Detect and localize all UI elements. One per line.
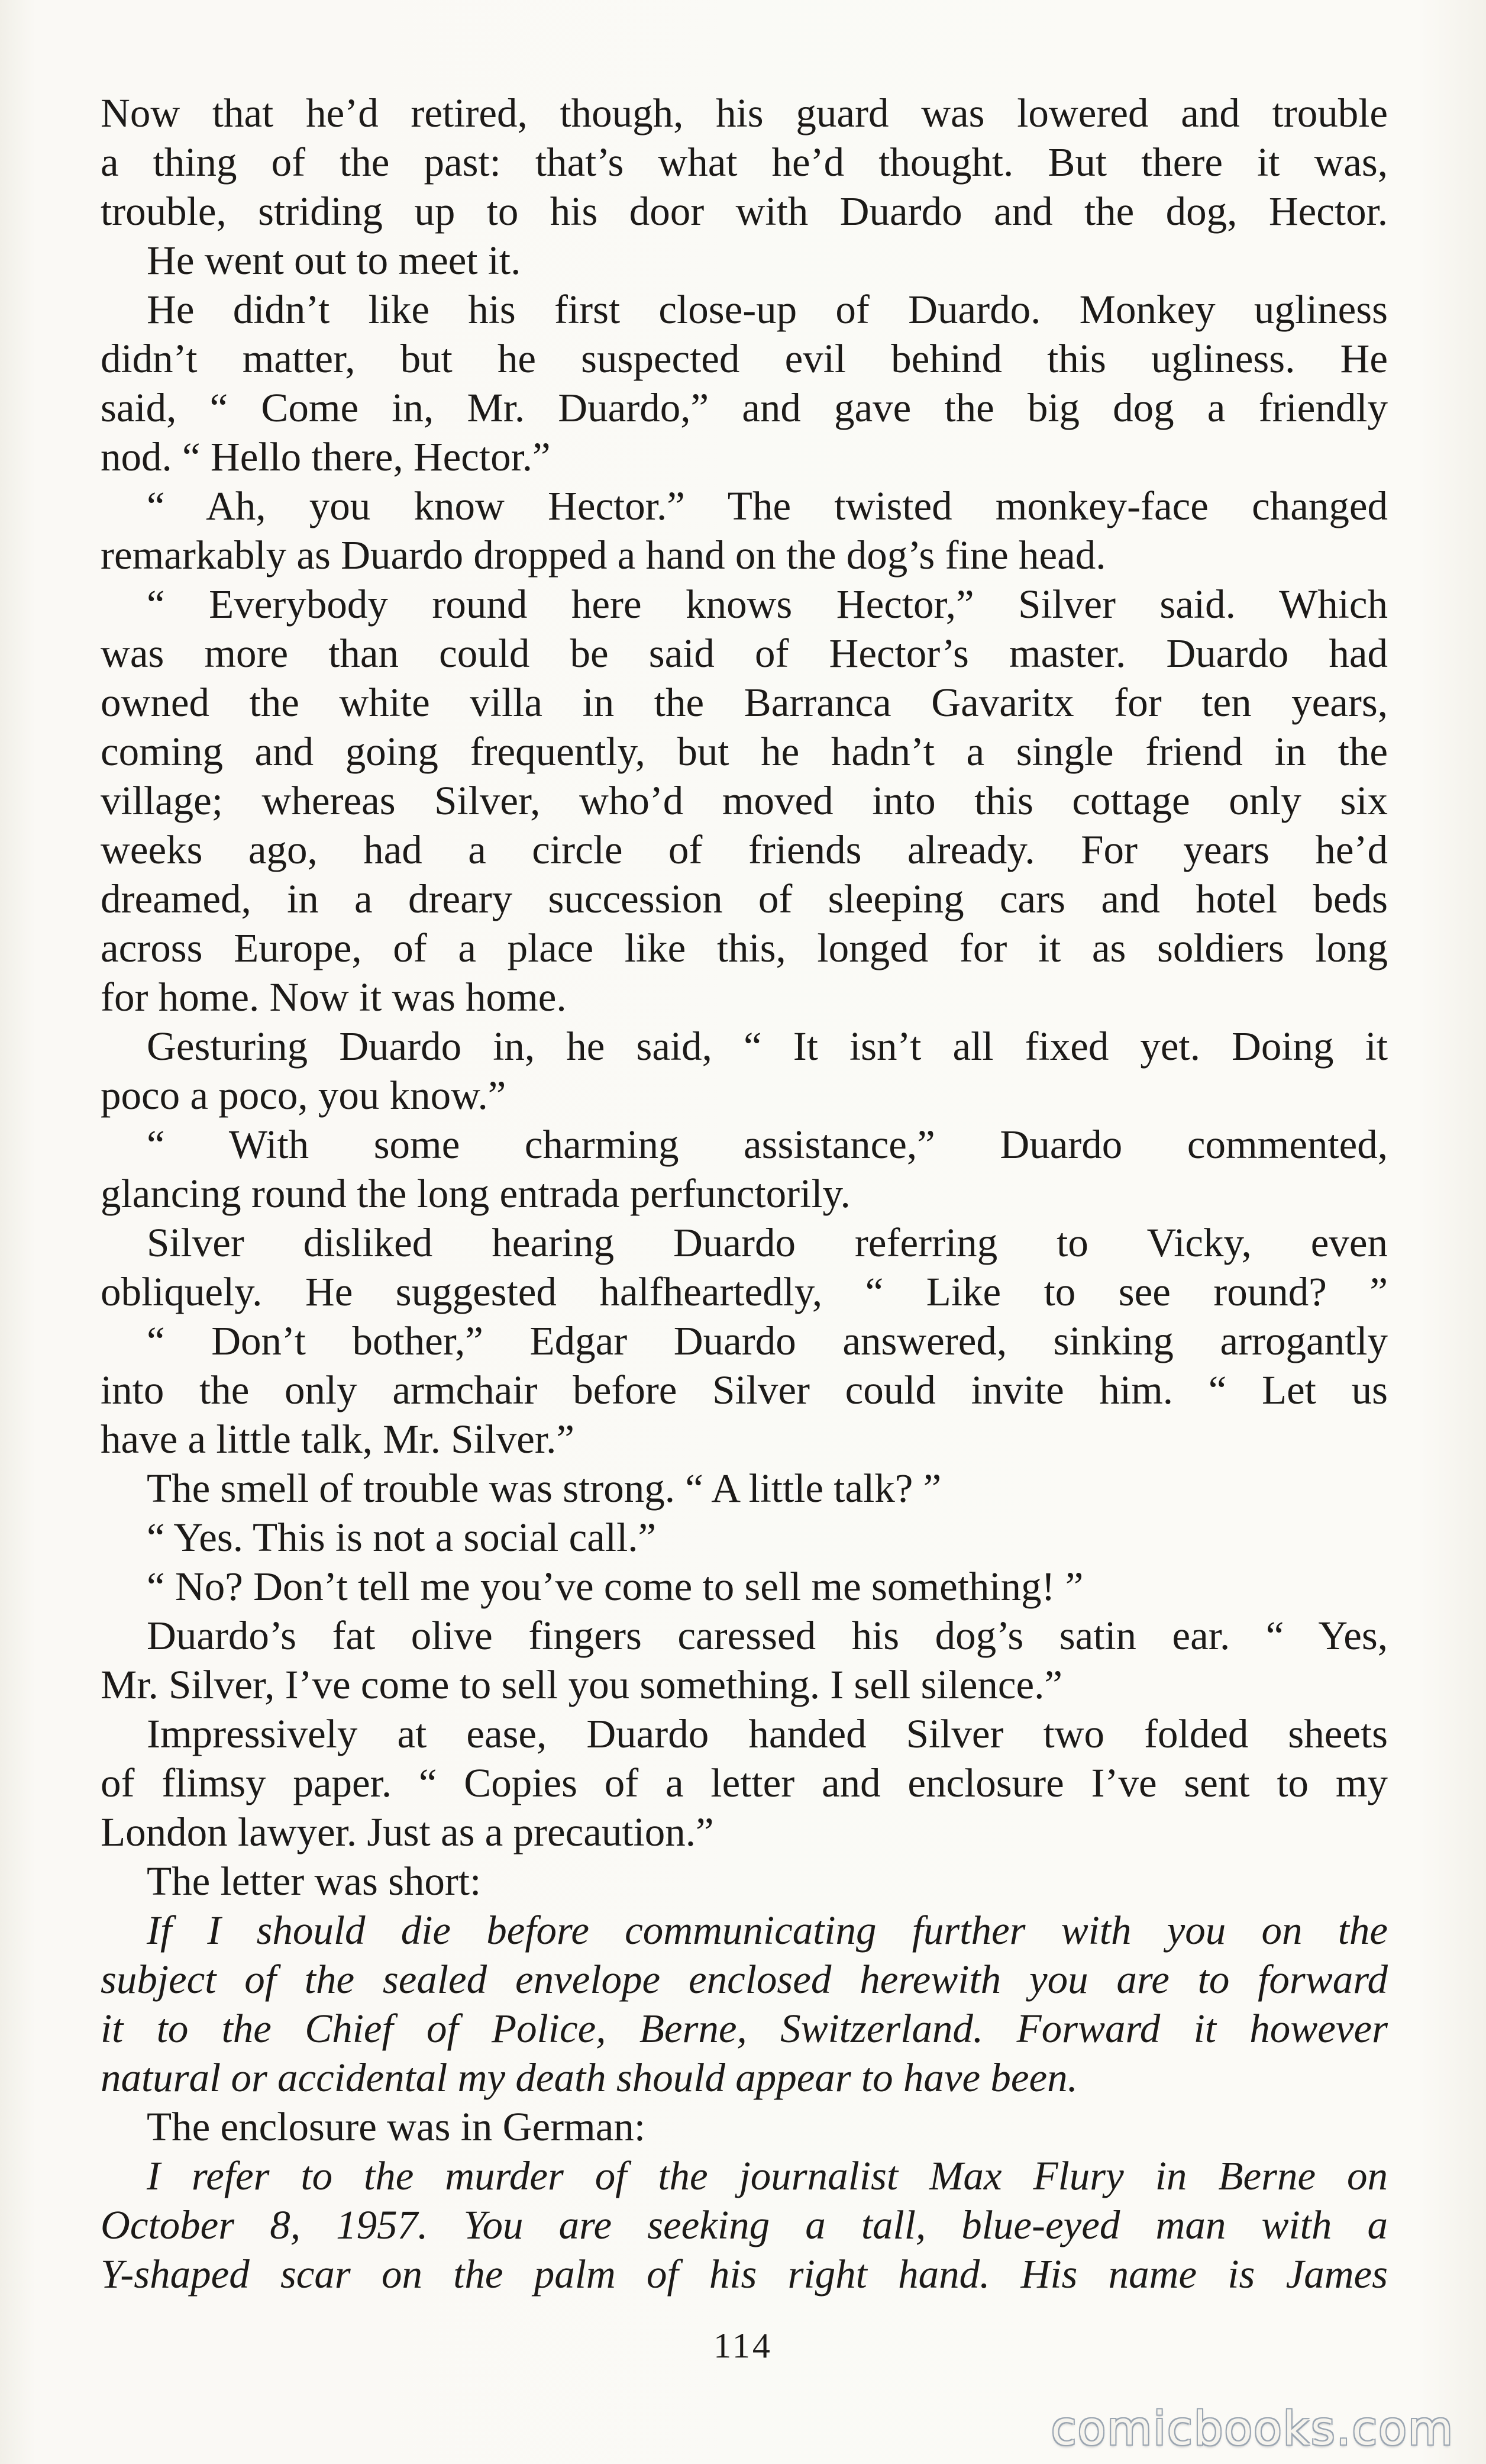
text-line: He went out to meet it. — [147, 238, 521, 283]
text-line: it to the Chief of Police, Berne, Switzerland. Forward it however — [101, 2006, 1388, 2051]
text-line: “ Don’t bother,” Edgar Duardo answered, sinking arrogantly — [147, 1318, 1388, 1363]
text-line: weeks ago, had a circle of friends already. For years he’d — [101, 827, 1388, 872]
text-line: If I should die before communicating further with you on the — [147, 1908, 1388, 1953]
text-line: a thing of the past: that’s what he’d thought. But there it was, — [101, 140, 1388, 185]
text-line: I refer to the murder of the journalist Max Flury in Berne on — [147, 2153, 1388, 2198]
text-line: into the only armchair before Silver could invite him. “ Let us — [101, 1368, 1388, 1412]
text-line: dreamed, in a dreary succession of sleeping cars and hotel beds — [101, 876, 1388, 921]
text-line: Gesturing Duardo in, he said, “ It isn’t all fixed yet. Doing it — [147, 1024, 1388, 1069]
text-line: Impressively at ease, Duardo handed Silver two folded sheets — [147, 1711, 1388, 1756]
page-number: 114 — [713, 2326, 773, 2365]
text-line: Now that he’d retired, though, his guard was lowered and trouble — [101, 91, 1388, 136]
text-line: didn’t matter, but he suspected evil behind this ugliness. He — [101, 336, 1388, 381]
text-line: village; whereas Silver, who’d moved into this cottage only six — [101, 778, 1388, 823]
text-line: The letter was short: — [147, 1859, 482, 1904]
text-line: owned the white villa in the Barranca Gavaritx for ten years, — [101, 680, 1388, 725]
text-line: was more than could be said of Hector’s master. Duardo had — [101, 631, 1388, 676]
text-line: of flimsy paper. “ Copies of a letter and enclosure I’ve sent to my — [101, 1760, 1388, 1805]
text-line: have a little talk, Mr. Silver.” — [101, 1417, 574, 1462]
text-line: natural or accidental my death should appear to have been. — [101, 2055, 1078, 2100]
text-line: Y-shaped scar on the palm of his right hand. His name is James — [101, 2252, 1388, 2297]
text-line: nod. “ Hello there, Hector.” — [101, 434, 551, 479]
text-line: “ Ah, you know Hector.” The twisted monkey-face changed — [147, 483, 1388, 528]
text-line: He didn’t like his first close-up of Duardo. Monkey ugliness — [147, 287, 1388, 332]
text-line: said, “ Come in, Mr. Duardo,” and gave the big dog a friendly — [101, 385, 1388, 430]
text-line: “ Everybody round here knows Hector,” Silver said. Which — [147, 582, 1388, 627]
text-line: “ With some charming assistance,” Duardo commented, — [147, 1122, 1388, 1167]
text-line: for home. Now it was home. — [101, 975, 567, 1020]
text-line: The enclosure was in German: — [147, 2104, 646, 2149]
text-line: poco a poco, you know.” — [101, 1073, 506, 1118]
text-line: remarkably as Duardo dropped a hand on the dog’s fine head. — [101, 533, 1106, 578]
text-line: across Europe, of a place like this, longed for it as soldiers long — [101, 925, 1388, 970]
text-line: Mr. Silver, I’ve come to sell you something. I sell silence.” — [101, 1662, 1063, 1707]
text-line: glancing round the long entrada perfunctorily. — [101, 1171, 851, 1216]
text-line: The smell of trouble was strong. “ A little talk? ” — [147, 1466, 942, 1511]
text-line: subject of the sealed envelope enclosed herewith you are to forward — [101, 1957, 1388, 2002]
text-line: London lawyer. Just as a precaution.” — [101, 1810, 714, 1855]
text-line: “ No? Don’t tell me you’ve come to sell me something! ” — [147, 1564, 1084, 1609]
text-line: obliquely. He suggested halfheartedly, “ Like to see round? ” — [101, 1269, 1388, 1314]
text-line: Duardo’s fat olive fingers caressed his dog’s satin ear. “ Yes, — [147, 1613, 1388, 1658]
text-line: Silver disliked hearing Duardo referring to Vicky, even — [147, 1220, 1388, 1265]
text-line: coming and going frequently, but he hadn’t a single friend in the — [101, 729, 1388, 774]
body-text — [101, 89, 1388, 2299]
text-line: trouble, striding up to his door with Duardo and the dog, Hector. — [101, 189, 1388, 234]
text-line: October 8, 1957. You are seeking a tall, blue-eyed man with a — [101, 2202, 1388, 2247]
watermark-logo: comicbooks.com — [1051, 2402, 1454, 2456]
text-line: “ Yes. This is not a social call.” — [147, 1515, 657, 1560]
